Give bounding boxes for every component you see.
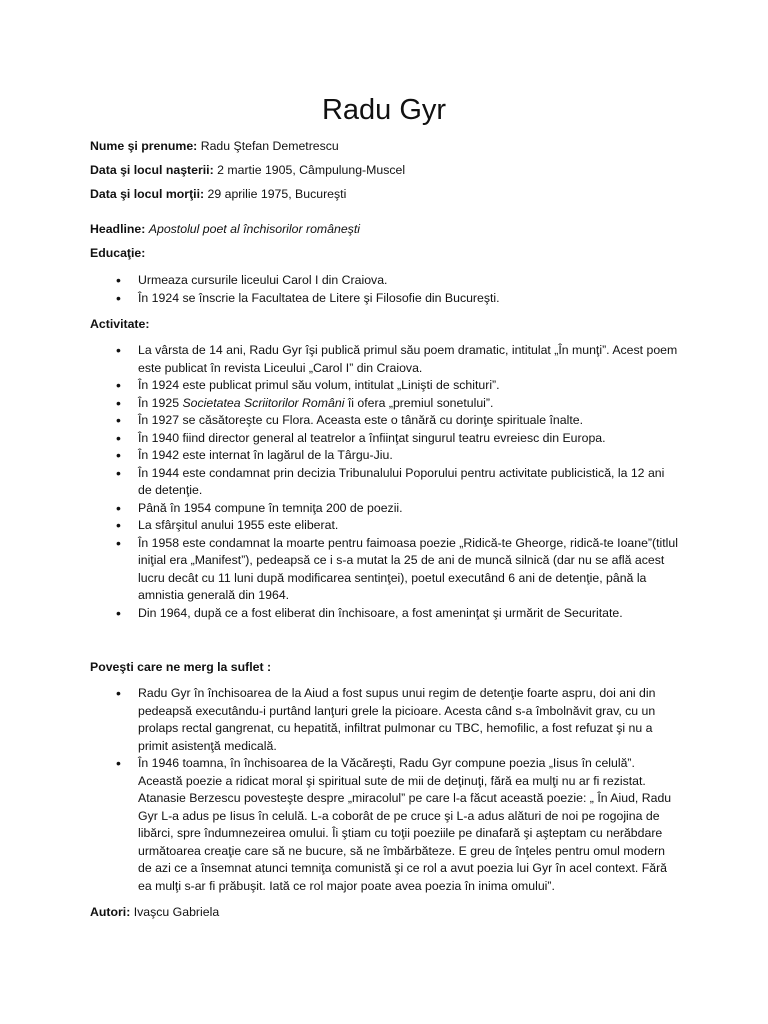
list-item: • În 1958 este condamnat la moarte pentru faimoasa poezie „Ridică-te Gheorge, ridică-te Ioane”(titlul iniţial era „Manifest”), pedeapsă ce i s-a mutat la 25 de ani de muncă silnică (dar nu se află acest lucru decât cu 11 luni după modificarea sentinţei), poetul executând 6 ani de detenţie, până la amnistia generală din 1964.	[138, 535, 678, 605]
autori-label: Autori:	[90, 905, 131, 919]
headline-value: Apostolul poet al închisorilor româneşti	[148, 222, 360, 236]
list-item: • În 1942 este internat în lagărul de la Târgu-Jiu.	[138, 447, 678, 465]
list-item: • În 1940 fiind director general al teatrelor a înfiinţat singurul teatru evreiesc din Europa.	[138, 430, 678, 448]
list-item	[138, 395, 678, 413]
educatie-heading: Educaţie:	[90, 246, 146, 260]
list-item: • În 1927 se căsătoreşte cu Flora. Aceasta este o tânără cu dorinţe spirituale înalte.	[138, 412, 678, 430]
nastere-value: 2 martie 1905	[217, 163, 293, 177]
autori-value: Ivaşcu Gabriela	[133, 905, 220, 919]
nastere-label: Data şi locul naşterii:	[90, 163, 214, 177]
list-item: • În 1944 este condamnat prin decizia Tribunalului Poporului pentru activitate publicistică, la 12 ani de detenţie.	[138, 465, 678, 500]
list-item: • Până în 1954 compune în temniţa 200 de poezii.	[138, 500, 678, 518]
povesti-list	[138, 685, 678, 895]
moarte-label: Data şi locul morţii:	[90, 187, 205, 201]
list-item: • La sfârşitul anului 1955 este eliberat.	[138, 517, 678, 535]
activitate-list	[138, 342, 678, 622]
field-nume	[90, 138, 339, 156]
list-item: • În 1924 este publicat primul său volum, intitulat „Linişti de schituri”.	[138, 377, 678, 395]
list-item: • Radu Gyr în închisoarea de la Aiud a fost supus unui regim de detenţie foarte aspru, doi ani din pedeapsă executându-i purtând lanţuri grele la picioare. Acesta când s-a îmbolnăvit grav, cu un prolaps rectal gangrenat, cu hepatită, infiltrat pulmonar cu TBC, hemofilic, a fost refuzat şi nu a primit asistenţă medicală.	[138, 685, 678, 755]
page-title: Radu Gyr	[321, 94, 447, 126]
item-pre: În 1925	[138, 395, 183, 410]
activitate-heading: Activitate:	[90, 317, 150, 331]
nume-value: Radu Ştefan Demetrescu	[200, 139, 339, 153]
educatie-list	[138, 272, 678, 307]
nume-label: Nume şi prenume:	[90, 139, 198, 153]
list-item: • În 1946 toamna, în închisoarea de la Văcăreşti, Radu Gyr compune poezia „Iisus în celulă”. Această poezie a ridicat moral şi spiritual sute de mii de deţinuţi, fără ea mulţi nu ar fi rezistat. Atanasie Berzescu povesteşte despre „miracolul” pe care l-a făcut această poezie: „ În Aiud, Radu Gyr L-a adus pe Iisus în celulă. L-a coborât de pe cruce şi L-a adus alături de noi pe rogojina de libărci, spre îndumnezeirea omului. Îi ştiam cu toţii poeziile pe dinafară şi aşteptam cu nerăbdare următoarea creaţie care să ne bucure, să ne îmbărbăteze. E greu de înţeles pentru omul modern de azi ce a însemnat atunci temniţa comunistă şi ce rol a avut poezia lui Gyr în acel context. Fără ea mulţi s-ar fi prăbuşit. Iată ce rol major poate avea poezia în inima omului”.	[138, 755, 678, 895]
field-headline	[90, 221, 360, 239]
headline-label: Headline:	[90, 222, 146, 236]
list-item: • La vârsta de 14 ani, Radu Gyr îşi publică primul său poem dramatic, intitulat „În munţi”. Acest poem este publicat în revista Liceului „Carol I” din Craiova.	[138, 342, 678, 377]
nastere-place: , Câmpulung-Muscel	[292, 163, 406, 177]
povesti-heading: Poveşti care ne merg la suflet :	[90, 660, 272, 674]
list-item: • În 1924 se înscrie la Facultatea de Litere şi Filosofie din Bucureşti.	[138, 290, 678, 308]
field-moarte	[90, 186, 346, 204]
list-item: • Din 1964, după ce a fost eliberat din închisoare, a fost ameninţat şi urmărit de Securitate.	[138, 605, 678, 623]
field-nastere	[90, 162, 405, 180]
item-post: îi ofera „premiul sonetului”.	[344, 395, 494, 410]
field-autori	[90, 904, 219, 922]
item-em: Societatea Scriitorilor Români	[182, 395, 345, 410]
list-item: • Urmeaza cursurile liceului Carol I din Craiova.	[138, 272, 678, 290]
moarte-value: 29 aprilie 1975, Bucureşti	[207, 187, 347, 201]
